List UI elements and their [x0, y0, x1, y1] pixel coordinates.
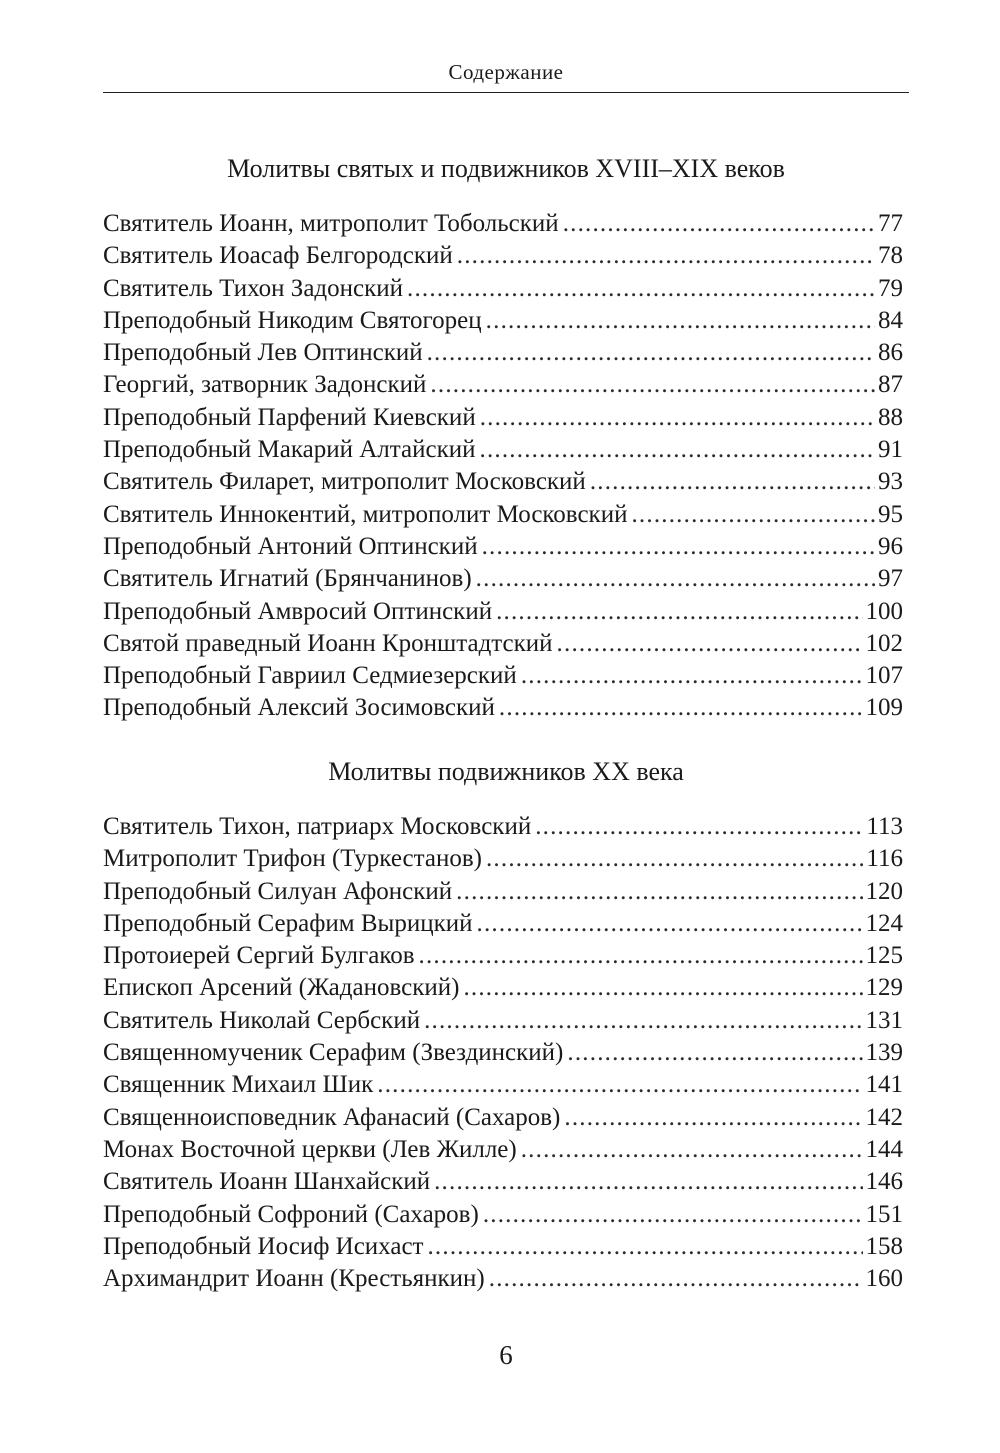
toc-entry	[103, 369, 903, 401]
toc-entry	[103, 563, 903, 595]
dot-leader	[377, 1069, 862, 1101]
dot-leader	[499, 692, 863, 724]
dot-leader	[563, 208, 875, 240]
dot-leader	[486, 843, 863, 875]
toc-entry-page: 93	[878, 468, 903, 496]
dot-leader	[457, 240, 875, 272]
toc-entry-title: Архимандрит Иоанн (Крестьянкин)	[103, 1265, 485, 1293]
toc-entry	[103, 1199, 903, 1231]
toc-entry-page: 97	[878, 565, 903, 593]
dot-leader	[631, 499, 875, 531]
toc-entry-title: Преподобный Серафим Вырицкий	[103, 909, 473, 937]
toc-entry-page: 151	[865, 1200, 903, 1228]
dot-leader	[521, 1134, 863, 1166]
toc-entry-page: 96	[878, 532, 903, 560]
toc-entry-page: 120	[865, 877, 903, 905]
toc-entry	[103, 1037, 903, 1069]
toc-entry-page: 78	[878, 242, 903, 270]
toc-entry-title: Монах Восточной церкви (Лев Жилле)	[103, 1135, 517, 1163]
toc-entry-page: 91	[878, 436, 903, 464]
toc-entry	[103, 1069, 903, 1101]
dot-leader	[419, 940, 863, 972]
toc-entry-title: Преподобный Макарий Алтайский	[103, 436, 476, 464]
toc-entry-page: 146	[865, 1168, 903, 1196]
toc-entry	[103, 305, 903, 337]
header-rule	[103, 92, 909, 93]
dot-leader	[496, 596, 862, 628]
toc-entry-page: 139	[865, 1039, 903, 1067]
dot-leader	[456, 876, 862, 908]
toc-entry-title: Георгий, затворник Задонский	[103, 371, 427, 399]
toc-entry-title: Протоиерей Сергий Булгаков	[103, 942, 415, 970]
toc-entry	[103, 337, 903, 369]
toc-entry	[103, 1263, 903, 1295]
toc-entry	[103, 208, 903, 240]
toc-entry-page: 116	[866, 845, 903, 873]
toc-entry	[103, 466, 903, 498]
toc-entry-title: Епископ Арсений (Жадановский)	[103, 974, 460, 1002]
toc-entry-title: Святой праведный Иоанн Кронштадтский	[103, 629, 553, 657]
toc-entry-title: Преподобный Антоний Оптинский	[103, 532, 478, 560]
toc-entry-title: Преподобный Иосиф Исихаст	[103, 1232, 424, 1260]
toc-entry-title: Митрополит Трифон (Туркестанов)	[103, 845, 482, 873]
toc-entry-page: 142	[865, 1103, 903, 1131]
toc-entry-page: 95	[878, 500, 903, 528]
toc-entry	[103, 940, 903, 972]
toc-entry	[103, 402, 903, 434]
toc-entry-title: Святитель Филарет, митрополит Московский	[103, 468, 586, 496]
toc-entry	[103, 1102, 903, 1134]
toc-entry-page: 88	[878, 403, 903, 431]
toc-entry	[103, 908, 903, 940]
dot-leader	[567, 1037, 862, 1069]
toc-entry	[103, 692, 903, 724]
toc-entry-title: Святитель Иннокентий, митрополит Московский	[103, 500, 628, 528]
toc-entry-title: Преподобный Софроний (Сахаров)	[103, 1200, 479, 1228]
toc-entry-page: 125	[865, 942, 903, 970]
toc-entry	[103, 1005, 903, 1037]
section-title: Молитвы подвижников XX века	[328, 757, 684, 786]
dot-leader	[427, 337, 875, 369]
section-title: Молитвы святых и подвижников XVIII–XIX веков	[227, 154, 785, 183]
dot-leader	[590, 466, 875, 498]
toc-entry-title: Преподобный Лев Оптинский	[103, 339, 423, 367]
toc-entry	[103, 434, 903, 466]
toc-entry-page: 77	[878, 210, 903, 237]
toc-entry-page: 160	[865, 1265, 903, 1293]
toc-entry-page: 100	[865, 597, 903, 625]
toc-entry-title: Святитель Иоанн, митрополит Тобольский	[103, 210, 559, 237]
dot-leader	[521, 660, 863, 692]
toc-entry-page: 124	[865, 909, 903, 937]
dot-leader	[482, 531, 875, 563]
toc-entry	[103, 240, 903, 272]
dot-leader	[430, 369, 875, 401]
toc-entry	[103, 1231, 903, 1263]
dot-leader	[463, 972, 862, 1004]
dot-leader	[557, 628, 863, 660]
dot-leader	[564, 1102, 862, 1134]
dot-leader	[424, 1005, 862, 1037]
toc-entry-title: Священник Михаил Шик	[103, 1071, 374, 1099]
toc-entry-title: Святитель Тихон Задонский	[103, 274, 404, 302]
toc-entry-title: Святитель Иоасаф Белгородский	[103, 242, 453, 270]
toc-entry-page: 131	[865, 1006, 903, 1034]
toc-entry-page: 109	[865, 694, 903, 722]
dot-leader	[434, 1166, 862, 1198]
toc-entry-page: 144	[865, 1135, 903, 1163]
toc-entry-title: Преподобный Никодим Святогорец	[103, 306, 482, 334]
dot-leader	[535, 811, 863, 843]
dot-leader	[480, 434, 876, 466]
toc-entry-page: 79	[878, 274, 903, 302]
dot-leader	[489, 1263, 863, 1295]
toc-entry-title: Святитель Иоанн Шанхайский	[103, 1168, 431, 1196]
toc-entry	[103, 1134, 903, 1166]
toc-entry-page: 113	[866, 813, 903, 840]
toc-entry	[103, 273, 903, 305]
page-number: 6	[499, 1340, 513, 1370]
dot-leader	[477, 908, 863, 940]
toc-entry	[103, 660, 903, 692]
dot-leader	[480, 402, 875, 434]
toc-entry-page: 107	[865, 662, 903, 690]
dot-leader	[476, 563, 875, 595]
toc-list	[103, 208, 903, 725]
toc-entry-title: Священноисповедник Афанасий (Сахаров)	[103, 1103, 561, 1131]
toc-entry	[103, 843, 903, 875]
toc-entry	[103, 1166, 903, 1198]
toc-entry-page: 84	[878, 306, 903, 334]
toc-entry	[103, 499, 903, 531]
toc-entry-title: Преподобный Парфений Киевский	[103, 403, 476, 431]
toc-entry	[103, 876, 903, 908]
toc-entry-page: 129	[865, 974, 903, 1002]
running-header: Содержание	[448, 60, 564, 84]
toc-entry	[103, 811, 903, 843]
toc-entry-page: 158	[865, 1232, 903, 1260]
dot-leader	[427, 1231, 862, 1263]
toc-entry-page: 102	[865, 629, 903, 657]
dot-leader	[407, 273, 875, 305]
toc-entry-title: Преподобный Алексий Зосимовский	[103, 694, 495, 722]
toc-entry	[103, 531, 903, 563]
toc-entry	[103, 972, 903, 1004]
dot-leader	[486, 305, 875, 337]
toc-entry-title: Преподобный Гавриил Седмиезерский	[103, 662, 517, 690]
dot-leader	[483, 1199, 863, 1231]
toc-entry-title: Святитель Николай Сербский	[103, 1006, 421, 1034]
toc-entry-page: 141	[865, 1071, 903, 1099]
toc-entry-title: Священномученик Серафим (Звездинский)	[103, 1039, 564, 1067]
toc-entry-title: Святитель Тихон, патриарх Московский	[103, 813, 532, 840]
toc-entry	[103, 596, 903, 628]
toc-entry-page: 86	[878, 339, 903, 367]
toc-entry-title: Преподобный Амвросий Оптинский	[103, 597, 493, 625]
toc-list	[103, 811, 903, 1295]
toc-entry-page: 87	[878, 371, 903, 399]
toc-entry-title: Святитель Игнатий (Брянчанинов)	[103, 565, 472, 593]
toc-entry-title: Преподобный Силуан Афонский	[103, 877, 453, 905]
toc-entry	[103, 628, 903, 660]
